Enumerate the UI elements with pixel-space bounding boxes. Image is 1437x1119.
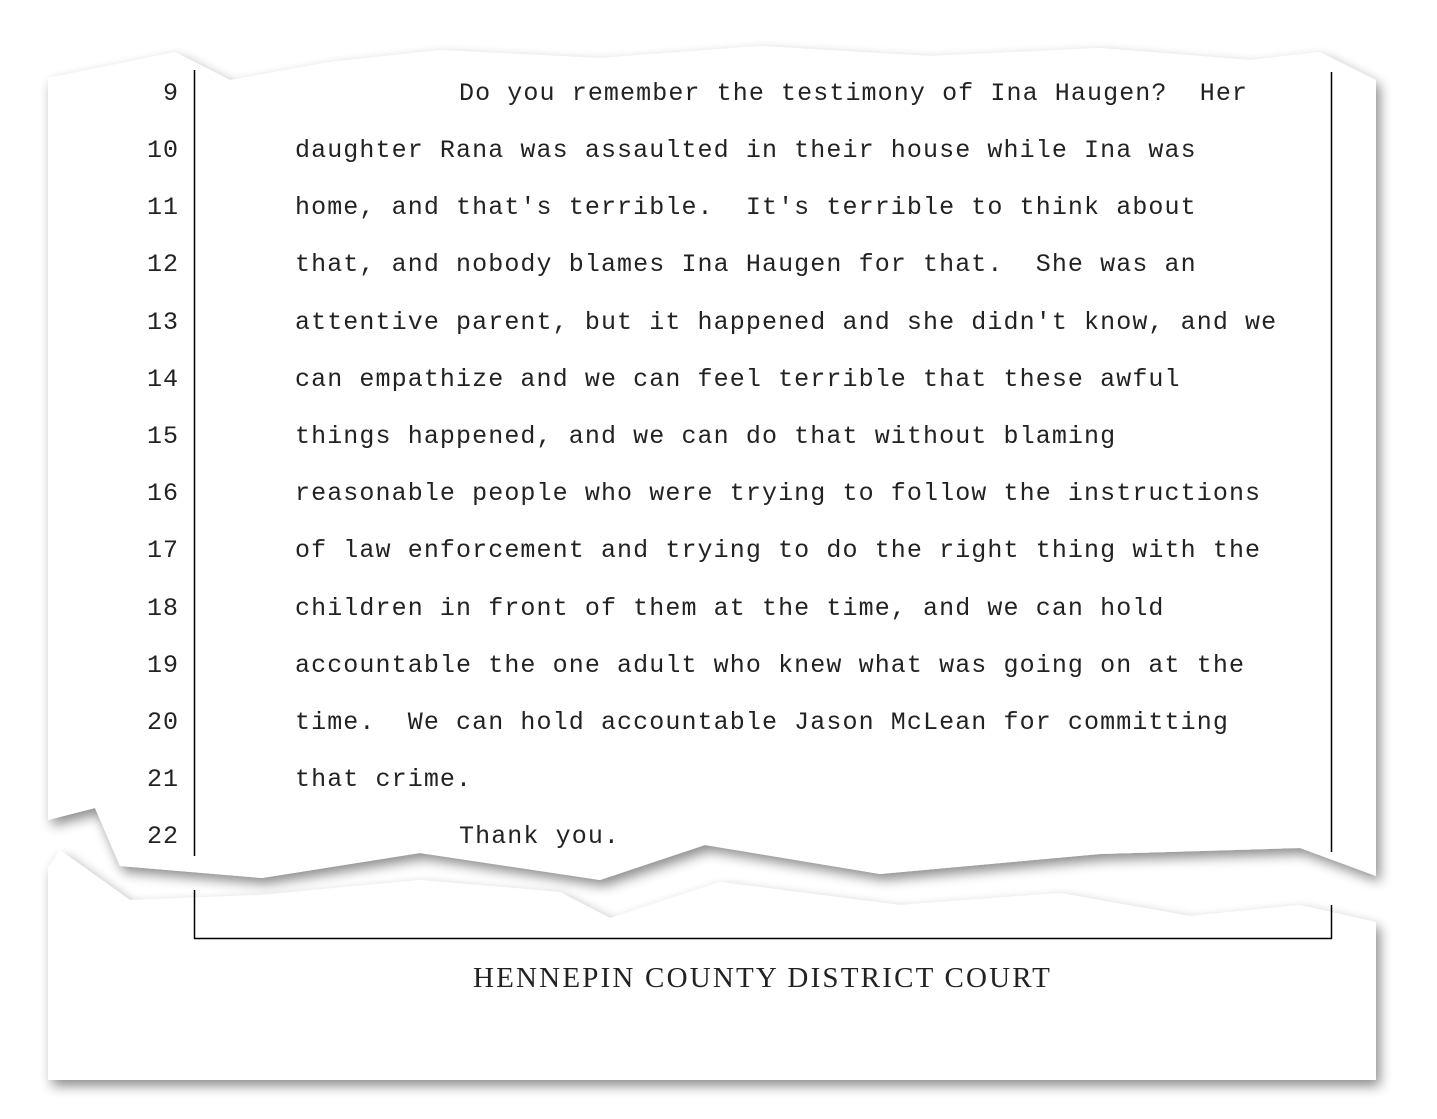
- line-text: Do you remember the testimony of Ina Haugen? Her: [459, 79, 1249, 108]
- line-number: 9: [162, 79, 179, 108]
- line-number: 12: [146, 250, 179, 279]
- line-text: time. We can hold accountable Jason McLean for committing: [295, 708, 1229, 737]
- line-text: reasonable people who were trying to follow the instructions: [295, 479, 1262, 508]
- line-number: 14: [146, 365, 179, 394]
- line-number: 16: [146, 479, 179, 508]
- line-number: 21: [146, 765, 179, 794]
- court-name-footer: HENNEPIN COUNTY DISTRICT COURT: [472, 962, 1052, 994]
- line-text: children in front of them at the time, and we can hold: [295, 594, 1165, 623]
- line-number: 22: [146, 822, 179, 851]
- line-text: that, and nobody blames Ina Haugen for that. She was an: [295, 250, 1197, 279]
- line-number: 17: [146, 536, 179, 565]
- line-number: 19: [146, 651, 179, 680]
- line-text: can empathize and we can feel terrible that these awful: [295, 365, 1181, 394]
- line-text: of law enforcement and trying to do the right thing with the: [295, 536, 1262, 565]
- line-number: 18: [146, 594, 179, 623]
- upper-paper-piece: [48, 46, 1376, 880]
- line-text: things happened, and we can do that without blaming: [295, 422, 1117, 451]
- line-number: 10: [146, 136, 179, 165]
- line-number: 13: [146, 308, 179, 337]
- line-text: Thank you.: [459, 822, 621, 851]
- line-text: daughter Rana was assaulted in their house while Ina was: [295, 136, 1197, 165]
- line-text: that crime.: [295, 765, 473, 794]
- line-number: 15: [146, 422, 179, 451]
- line-number: 20: [146, 708, 179, 737]
- line-text: accountable the one adult who knew what was going on at the: [295, 651, 1246, 680]
- line-text: attentive parent, but it happened and she didn't know, and we: [295, 308, 1278, 337]
- line-text: home, and that's terrible. It's terrible to think about: [295, 193, 1197, 222]
- line-number: 11: [146, 193, 179, 222]
